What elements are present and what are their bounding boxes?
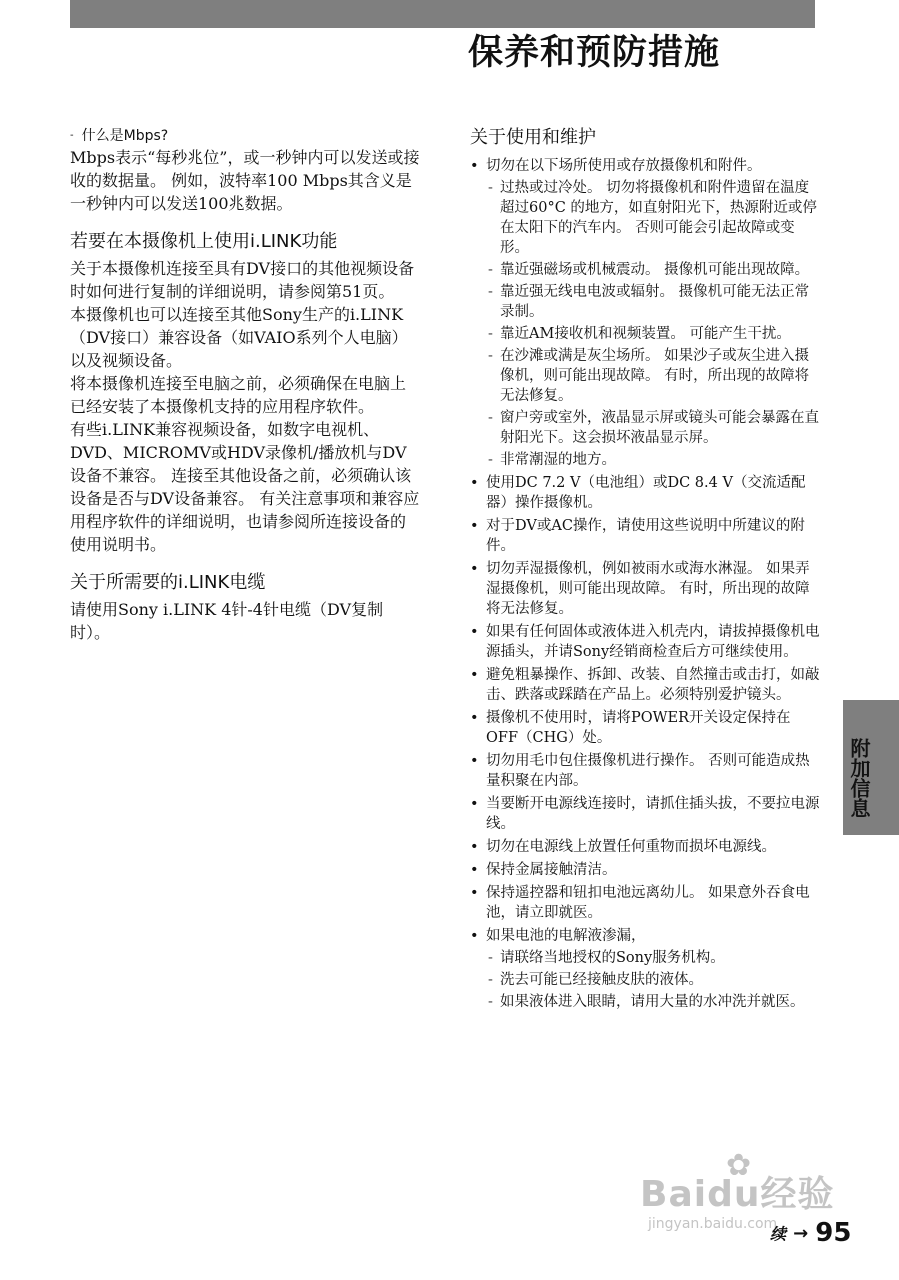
cable-heading: 关于所需要的i.LINK电缆 xyxy=(70,572,266,593)
mbps-question: - 什么是Mbps? xyxy=(70,128,169,144)
precaution-item: • 避免粗暴操作、拆卸、改装、自然撞击或击打，如敲击、跌落或踩踏在产品上。必须特别爱护镜头。 xyxy=(470,665,820,705)
precaution-item: • 如果有任何固体或液体进入机壳内，请拔掉摄像机电源插头，并请Sony经销商检查后方可继续使用。 xyxy=(470,622,820,662)
page-title: 保养和预防措施 xyxy=(468,33,721,73)
mbps-explanation: Mbps表示“每秒兆位”，或一秒钟内可以发送或接收的数据量。 例如，波特率100 Mbps其含义是一秒钟内可以发送100兆数据。 xyxy=(70,148,420,213)
sub-list xyxy=(486,948,820,1012)
section-tab-label: 附加信息 xyxy=(847,738,871,818)
sub-item: - 靠近强无线电电波或辐射。 摄像机可能无法正常录制。 xyxy=(486,282,820,322)
precaution-item: • 摄像机不使用时，请将POWER开关设定保持在OFF（CHG）处。 xyxy=(470,708,820,748)
sub-item: - 如果液体进入眼睛，请用大量的水冲洗并就医。 xyxy=(486,992,820,1012)
precaution-item: • 保持遥控器和钮扣电池远离幼儿。 如果意外吞食电池，请立即就医。 xyxy=(470,883,820,923)
header-bar xyxy=(70,0,815,28)
ilink-paragraph: 将本摄像机连接至电脑之前，必须确保在电脑上已经安装了本摄像机支持的应用程序软件。 xyxy=(70,374,407,416)
precaution-list xyxy=(470,156,820,1012)
precaution-item: • 切勿用毛巾包住摄像机进行操作。 否则可能造成热量积聚在内部。 xyxy=(470,751,820,791)
sub-item: - 洗去可能已经接触皮肤的液体。 xyxy=(486,970,820,990)
right-column xyxy=(470,124,820,1015)
precaution-item: • 保持金属接触清洁。 xyxy=(470,860,820,880)
left-column xyxy=(70,126,420,644)
sub-item: - 靠近强磁场或机械震动。 摄像机可能出现故障。 xyxy=(486,260,820,280)
ilink-paragraph: 关于本摄像机连接至具有DV接口的其他视频设备时如何进行复制的详细说明，请参阅第51页。 xyxy=(70,259,415,301)
precaution-item: • 切勿在以下场所使用或存放摄像机和附件。 - 过热或过冷处。 切勿将摄像机和附件遗留在温度超过60°C 的地方，如直射阳光下，热源附近或停在太阳下的汽车内。 否则可能会引起故障或变形。 - 靠近强磁场或机械震动。 摄像机可能出现故障。 - 靠近强无线电电波或辐射。 摄像机可能无法正常录制。 - 靠近AM接收机和视频装置。 可能产生干扰。 - 在沙滩或满是灰尘场所。 如果沙子或灰尘进入摄像机，则可能出现故障。 有时，所出现的故障将无法修复。 - 窗户旁或室外，液晶显示屏或镜头可能会暴露在直射阳光下。这会损坏液晶显示屏。 - 非常潮湿的地方。 xyxy=(470,156,820,470)
page-number: 95 xyxy=(815,1218,852,1248)
sub-list xyxy=(486,178,820,470)
sub-item: - 请联络当地授权的Sony服务机构。 xyxy=(486,948,820,968)
sub-item: - 非常潮湿的地方。 xyxy=(486,450,820,470)
precaution-item: • 使用DC 7.2 V（电池组）或DC 8.4 V（交流适配器）操作摄像机。 xyxy=(470,473,820,513)
ilink-paragraph: 有些i.LINK兼容视频设备，如数字电视机、DVD、MICROMV或HDV录像机/播放机与DV设备不兼容。 连接至其他设备之前，必须确认该设备是否与DV设备兼容。 有关注意事项和兼容应用程序软件的详细说明，也请参阅所连接设备的使用说明书。 xyxy=(70,420,420,554)
precaution-item: • 切勿在电源线上放置任何重物而损坏电源线。 xyxy=(470,837,820,857)
cable-text: 请使用Sony i.LINK 4针-4针电缆（DV复制时）。 xyxy=(70,600,384,642)
continued-label: 续 xyxy=(770,1224,787,1244)
page-footer xyxy=(770,1218,851,1248)
usage-heading: 关于使用和维护 xyxy=(470,127,596,148)
precaution-item: • 对于DV或AC操作，请使用这些说明中所建议的附件。 xyxy=(470,516,820,556)
sub-item: - 在沙滩或满是灰尘场所。 如果沙子或灰尘进入摄像机，则可能出现故障。 有时，所出现的故障将无法修复。 xyxy=(486,346,820,406)
arrow-right-icon: → xyxy=(793,1222,809,1244)
sub-item: - 窗户旁或室外，液晶显示屏或镜头可能会暴露在直射阳光下。这会损坏液晶显示屏。 xyxy=(486,408,820,448)
ilink-paragraph: 本摄像机也可以连接至其他Sony生产的i.LINK（DV接口）兼容设备（如VAIO系列个人电脑）以及视频设备。 xyxy=(70,305,408,370)
precaution-item: • 如果电池的电解液渗漏， - 请联络当地授权的Sony服务机构。 - 洗去可能已经接触皮肤的液体。 - 如果液体进入眼睛，请用大量的水冲洗并就医。 xyxy=(470,926,820,1012)
paw-icon: ✿ xyxy=(726,1148,752,1183)
sub-item: - 靠近AM接收机和视频装置。 可能产生干扰。 xyxy=(486,324,820,344)
sub-item: - 过热或过冷处。 切勿将摄像机和附件遗留在温度超过60°C 的地方，如直射阳光下，热源附近或停在太阳下的汽车内。 否则可能会引起故障或变形。 xyxy=(486,178,820,258)
watermark-brand: Baidu经验 xyxy=(640,1174,835,1215)
precaution-item: • 切勿弄湿摄像机，例如被雨水或海水淋湿。 如果弄湿摄像机，则可能出现故障。 有时，所出现的故障将无法修复。 xyxy=(470,559,820,619)
watermark-url: jingyan.baidu.com xyxy=(648,1216,778,1232)
ilink-heading: 若要在本摄像机上使用i.LINK功能 xyxy=(70,231,338,252)
precaution-item: • 当要断开电源线连接时，请抓住插头拔，不要拉电源线。 xyxy=(470,794,820,834)
